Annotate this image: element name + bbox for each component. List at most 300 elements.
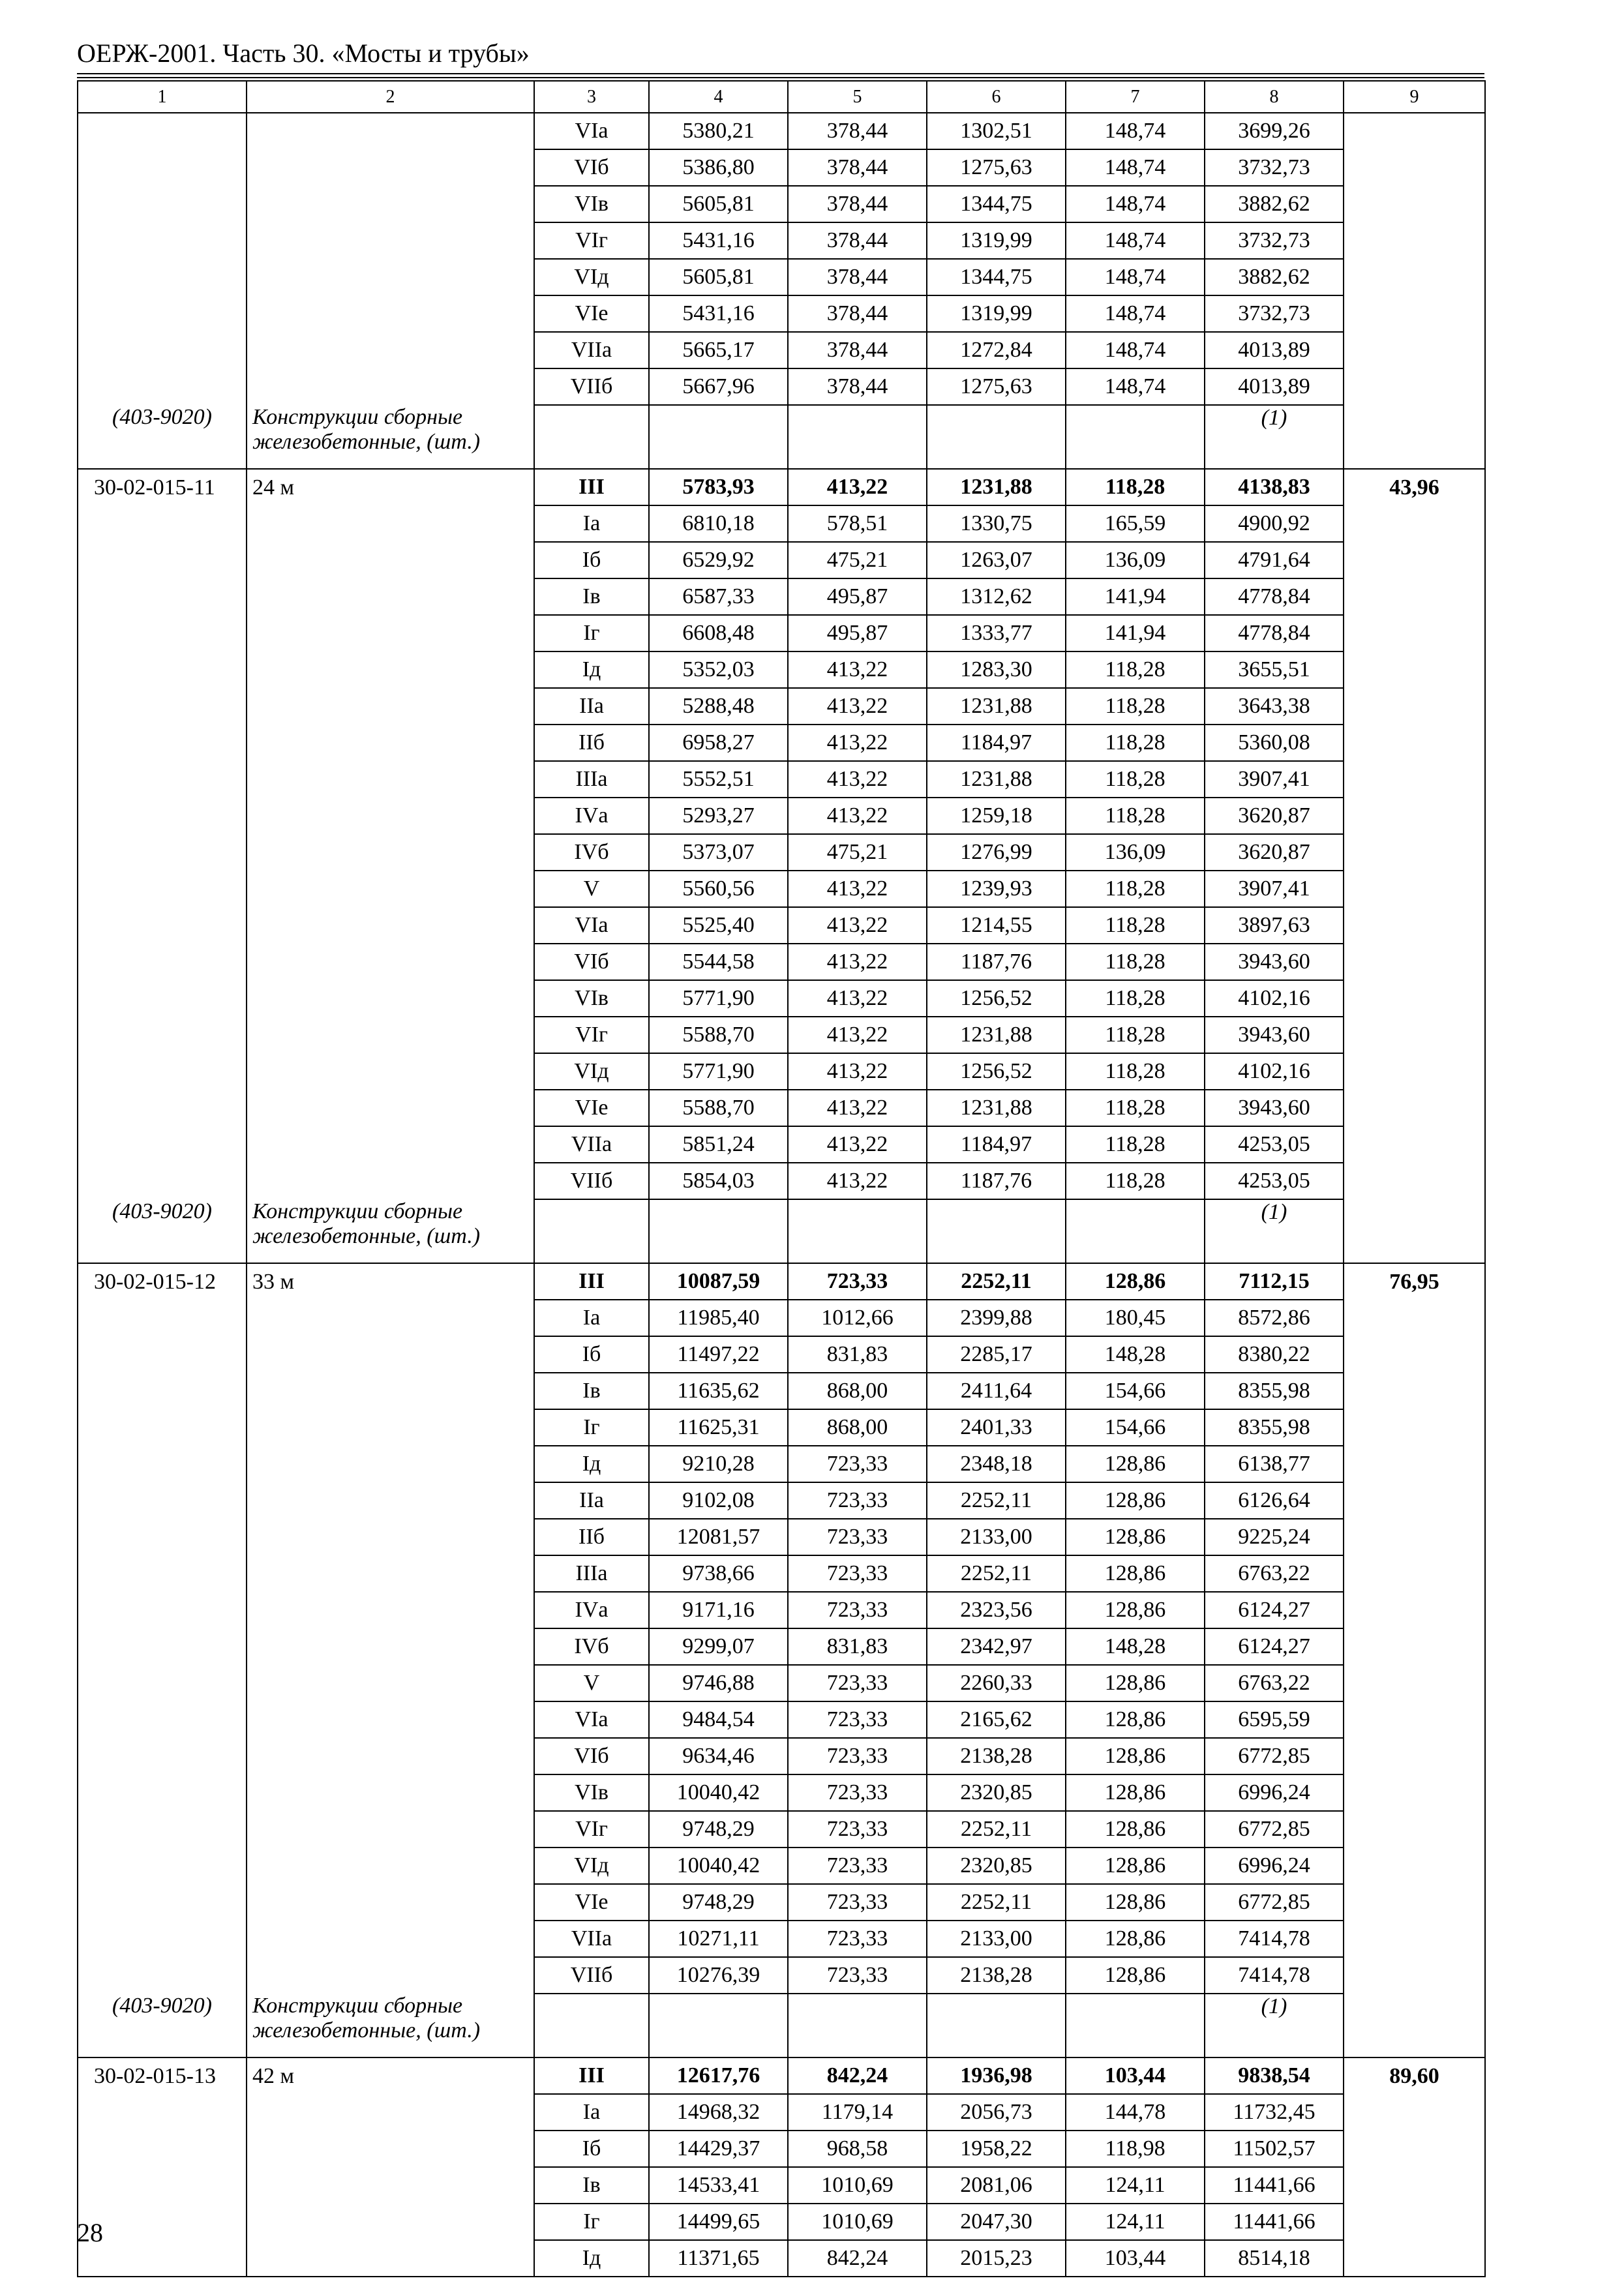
table-cell: 9171,16	[649, 1592, 788, 1628]
empty-cell	[1344, 2167, 1485, 2204]
table-row	[78, 186, 1485, 222]
table-cell: 148,74	[1066, 113, 1205, 149]
empty-cell	[1344, 1336, 1485, 1373]
table-cell: 413,22	[788, 1163, 927, 1199]
empty-cell	[1344, 1409, 1485, 1446]
table-cell: Iг	[534, 1409, 649, 1446]
table-cell: 3907,41	[1205, 871, 1344, 907]
table-cell: 413,22	[788, 871, 927, 907]
empty-cell	[78, 578, 247, 615]
empty-cell	[247, 295, 534, 332]
note-ref: (403-9020)	[78, 1994, 247, 2057]
table-cell: 165,59	[1066, 505, 1205, 542]
table-cell: 118,28	[1066, 798, 1205, 834]
empty-cell	[1344, 222, 1485, 259]
empty-cell	[1344, 1884, 1485, 1921]
table-cell: 148,74	[1066, 149, 1205, 186]
empty-cell	[1344, 944, 1485, 980]
rate-name: 24 м	[247, 469, 534, 505]
empty-cell	[1344, 1774, 1485, 1811]
table-cell: 1333,77	[927, 615, 1066, 651]
empty-cell	[1344, 1519, 1485, 1555]
table-cell: 6587,33	[649, 578, 788, 615]
table-cell: 1319,99	[927, 295, 1066, 332]
table-cell: 128,86	[1066, 1738, 1205, 1774]
table-cell: 2252,11	[927, 1884, 1066, 1921]
table-cell: 1259,18	[927, 798, 1066, 834]
empty-cell	[78, 725, 247, 761]
table-cell: 5588,70	[649, 1017, 788, 1053]
empty-cell	[247, 113, 534, 149]
empty-cell	[78, 1519, 247, 1555]
table-cell: 14429,37	[649, 2131, 788, 2167]
empty-cell	[1344, 1555, 1485, 1592]
empty-cell	[78, 505, 247, 542]
table-row	[78, 1336, 1485, 1373]
table-cell: 6124,27	[1205, 1592, 1344, 1628]
empty-cell	[247, 1446, 534, 1482]
table-cell: 4791,64	[1205, 542, 1344, 578]
table-cell: 4013,89	[1205, 368, 1344, 405]
table-cell: 11371,65	[649, 2240, 788, 2277]
table-cell: IIб	[534, 725, 649, 761]
table-cell: 378,44	[788, 149, 927, 186]
table-cell: 9210,28	[649, 1446, 788, 1482]
table-cell: VIа	[534, 113, 649, 149]
table-cell: 2015,23	[927, 2240, 1066, 2277]
table-cell: VIе	[534, 1090, 649, 1126]
empty-cell	[1344, 907, 1485, 944]
table-cell: 2348,18	[927, 1446, 1066, 1482]
table-cell: 5293,27	[649, 798, 788, 834]
table-cell: 12617,76	[649, 2057, 788, 2094]
table-row	[78, 1017, 1485, 1053]
table-cell: 118,28	[1066, 469, 1205, 505]
table-cell: VIб	[534, 944, 649, 980]
empty-cell	[247, 761, 534, 798]
empty-cell	[247, 1884, 534, 1921]
table-cell: 6958,27	[649, 725, 788, 761]
empty-cell	[1344, 1628, 1485, 1665]
table-cell: 1344,75	[927, 259, 1066, 295]
table-cell: 148,28	[1066, 1336, 1205, 1373]
table-cell: 2252,11	[927, 1811, 1066, 1848]
table-cell: 103,44	[1066, 2240, 1205, 2277]
table-cell: 118,28	[1066, 1053, 1205, 1090]
table-cell: 3907,41	[1205, 761, 1344, 798]
table-cell: 2411,64	[927, 1373, 1066, 1409]
table-row	[78, 505, 1485, 542]
table-cell: 723,33	[788, 1701, 927, 1738]
table-cell: 141,94	[1066, 578, 1205, 615]
table-cell: 9748,29	[649, 1884, 788, 1921]
empty-cell	[1344, 113, 1485, 149]
table-cell: 2323,56	[927, 1592, 1066, 1628]
table-cell: 10040,42	[649, 1774, 788, 1811]
empty-cell	[247, 1300, 534, 1336]
table-cell: VIв	[534, 1774, 649, 1811]
table-cell: 413,22	[788, 688, 927, 725]
table-cell: 2252,11	[927, 1482, 1066, 1519]
empty-cell	[78, 332, 247, 368]
table-cell: VIб	[534, 1738, 649, 1774]
note-text: Конструкции сборные железобетонные, (шт.)	[247, 1994, 534, 2057]
note-value: (1)	[1205, 1994, 1344, 2057]
table-cell: 1010,69	[788, 2204, 927, 2240]
empty-cell	[1066, 405, 1205, 469]
page-number: 28	[77, 2218, 103, 2247]
table-cell: 148,74	[1066, 259, 1205, 295]
empty-cell	[1344, 871, 1485, 907]
table-cell: 2047,30	[927, 2204, 1066, 2240]
table-cell: 1256,52	[927, 1053, 1066, 1090]
table-row	[78, 2094, 1485, 2131]
empty-cell	[78, 1628, 247, 1665]
table-row	[78, 1848, 1485, 1884]
table-cell: III	[534, 469, 649, 505]
empty-cell	[1344, 405, 1485, 469]
table-cell: Iг	[534, 615, 649, 651]
table-cell: 118,28	[1066, 944, 1205, 980]
table-cell: 1231,88	[927, 688, 1066, 725]
table-cell: 11732,45	[1205, 2094, 1344, 2131]
table-cell: IVб	[534, 1628, 649, 1665]
table-cell: 128,86	[1066, 1555, 1205, 1592]
table-cell: 5665,17	[649, 332, 788, 368]
empty-cell	[247, 2167, 534, 2204]
table-row	[78, 907, 1485, 944]
empty-cell	[78, 149, 247, 186]
table-cell: Iа	[534, 505, 649, 542]
empty-cell	[1344, 1957, 1485, 1994]
empty-cell	[247, 1811, 534, 1848]
table-row	[78, 1373, 1485, 1409]
table-cell: 10087,59	[649, 1263, 788, 1300]
table-row	[78, 1126, 1485, 1163]
rate-name: 42 м	[247, 2057, 534, 2094]
table-cell: 10271,11	[649, 1921, 788, 1957]
empty-cell	[247, 725, 534, 761]
table-row	[78, 871, 1485, 907]
table-cell: 141,94	[1066, 615, 1205, 651]
table-cell: 5854,03	[649, 1163, 788, 1199]
table-cell: 378,44	[788, 295, 927, 332]
empty-cell	[78, 1592, 247, 1628]
empty-cell	[1344, 1300, 1485, 1336]
empty-cell	[247, 2204, 534, 2240]
table-cell: 2138,28	[927, 1738, 1066, 1774]
table-cell: 2320,85	[927, 1848, 1066, 1884]
table-cell: III	[534, 2057, 649, 2094]
table-cell: 154,66	[1066, 1409, 1205, 1446]
table-row	[78, 259, 1485, 295]
empty-cell	[247, 1336, 534, 1373]
table-row	[78, 944, 1485, 980]
table-cell: 118,28	[1066, 651, 1205, 688]
table-cell: 5605,81	[649, 259, 788, 295]
table-row	[78, 2240, 1485, 2277]
table-cell: 5851,24	[649, 1126, 788, 1163]
table-cell: 6810,18	[649, 505, 788, 542]
empty-cell	[788, 1199, 927, 1263]
table-cell: 7414,78	[1205, 1957, 1344, 1994]
empty-cell	[78, 1738, 247, 1774]
empty-cell	[247, 1409, 534, 1446]
empty-cell	[1344, 761, 1485, 798]
table-cell: 1263,07	[927, 542, 1066, 578]
table-cell: 5360,08	[1205, 725, 1344, 761]
empty-cell	[1344, 1701, 1485, 1738]
table-cell: 144,78	[1066, 2094, 1205, 2131]
table-cell: 148,74	[1066, 332, 1205, 368]
empty-cell	[1344, 1811, 1485, 1848]
column-number: 2	[247, 81, 534, 113]
empty-cell	[247, 578, 534, 615]
table-cell: 5431,16	[649, 222, 788, 259]
table-cell: 723,33	[788, 1774, 927, 1811]
table-row	[78, 1163, 1485, 1199]
empty-cell	[1344, 295, 1485, 332]
table-cell: 1187,76	[927, 944, 1066, 980]
table-cell: 6138,77	[1205, 1446, 1344, 1482]
empty-cell	[247, 505, 534, 542]
table-cell: 6595,59	[1205, 1701, 1344, 1738]
table-cell: 180,45	[1066, 1300, 1205, 1336]
empty-cell	[1344, 1665, 1485, 1701]
table-row	[78, 1519, 1485, 1555]
table-cell: 1214,55	[927, 907, 1066, 944]
table-cell: 723,33	[788, 1738, 927, 1774]
table-cell: Iб	[534, 2131, 649, 2167]
empty-cell	[247, 871, 534, 907]
empty-cell	[78, 651, 247, 688]
table-cell: 9838,54	[1205, 2057, 1344, 2094]
table-cell: 11502,57	[1205, 2131, 1344, 2167]
table-row	[78, 149, 1485, 186]
empty-cell	[1344, 578, 1485, 615]
table-cell: 14533,41	[649, 2167, 788, 2204]
table-cell: 5288,48	[649, 688, 788, 725]
table-cell: 1302,51	[927, 113, 1066, 149]
empty-cell	[247, 332, 534, 368]
table-row	[78, 1957, 1485, 1994]
empty-cell	[649, 1199, 788, 1263]
empty-cell	[78, 1848, 247, 1884]
table-cell: 6608,48	[649, 615, 788, 651]
empty-cell	[247, 688, 534, 725]
table-cell: 5605,81	[649, 186, 788, 222]
empty-cell	[78, 1555, 247, 1592]
empty-cell	[1344, 980, 1485, 1017]
column-number: 6	[927, 81, 1066, 113]
table-cell: 3732,73	[1205, 222, 1344, 259]
table-cell: 8355,98	[1205, 1373, 1344, 1409]
table-cell: IVа	[534, 1592, 649, 1628]
table-cell: VIIб	[534, 1957, 649, 1994]
table-cell: 413,22	[788, 469, 927, 505]
table-cell: 475,21	[788, 834, 927, 871]
table-cell: 124,11	[1066, 2167, 1205, 2204]
empty-cell	[247, 1774, 534, 1811]
rate-value-col9: 43,96	[1344, 469, 1485, 505]
empty-cell	[1066, 1199, 1205, 1263]
table-cell: VIIа	[534, 1126, 649, 1163]
table-cell: 4253,05	[1205, 1163, 1344, 1199]
empty-cell	[78, 1701, 247, 1738]
table-cell: 4253,05	[1205, 1126, 1344, 1163]
empty-cell	[247, 834, 534, 871]
table-cell: 1187,76	[927, 1163, 1066, 1199]
table-cell: 3643,38	[1205, 688, 1344, 725]
table-cell: VIг	[534, 222, 649, 259]
table-cell: Iв	[534, 578, 649, 615]
table-cell: 118,28	[1066, 688, 1205, 725]
empty-cell	[534, 405, 649, 469]
empty-cell	[78, 1884, 247, 1921]
table-cell: 128,86	[1066, 1774, 1205, 1811]
empty-cell	[1344, 798, 1485, 834]
empty-cell	[1344, 1053, 1485, 1090]
table-cell: 2133,00	[927, 1519, 1066, 1555]
table-cell: 2320,85	[927, 1774, 1066, 1811]
table-cell: Iа	[534, 1300, 649, 1336]
table-row	[78, 1482, 1485, 1519]
table-row	[78, 1592, 1485, 1628]
table-row	[78, 1300, 1485, 1336]
empty-cell	[247, 907, 534, 944]
table-cell: 2399,88	[927, 1300, 1066, 1336]
table-cell: 9102,08	[649, 1482, 788, 1519]
empty-cell	[1344, 1163, 1485, 1199]
table-cell: 8380,22	[1205, 1336, 1344, 1373]
table-row	[78, 1446, 1485, 1482]
empty-cell	[78, 1446, 247, 1482]
table-cell: 831,83	[788, 1628, 927, 1665]
table-row	[78, 2131, 1485, 2167]
empty-cell	[78, 1373, 247, 1409]
table-cell: VIе	[534, 295, 649, 332]
empty-cell	[247, 259, 534, 295]
empty-cell	[247, 149, 534, 186]
table-cell: Iв	[534, 1373, 649, 1409]
table-row	[78, 1921, 1485, 1957]
table-cell: 1283,30	[927, 651, 1066, 688]
table-cell: 2133,00	[927, 1921, 1066, 1957]
table-row	[78, 368, 1485, 405]
empty-cell	[1344, 149, 1485, 186]
table-cell: 6529,92	[649, 542, 788, 578]
table-cell: 5771,90	[649, 980, 788, 1017]
empty-cell	[78, 907, 247, 944]
header-rule	[77, 73, 1484, 74]
table-cell: 3943,60	[1205, 1090, 1344, 1126]
empty-cell	[247, 1482, 534, 1519]
table-cell: 868,00	[788, 1409, 927, 1446]
empty-cell	[78, 1336, 247, 1373]
table-cell: 1012,66	[788, 1300, 927, 1336]
empty-cell	[78, 1090, 247, 1126]
table-row	[78, 113, 1485, 149]
table-cell: VIIб	[534, 1163, 649, 1199]
table-cell: 495,87	[788, 615, 927, 651]
column-number: 7	[1066, 81, 1205, 113]
table-cell: 5386,80	[649, 149, 788, 186]
table-cell: 723,33	[788, 1884, 927, 1921]
table-cell: 3699,26	[1205, 113, 1344, 149]
empty-cell	[247, 1921, 534, 1957]
empty-cell	[247, 1957, 534, 1994]
table-cell: 2285,17	[927, 1336, 1066, 1373]
empty-cell	[247, 1738, 534, 1774]
table-cell: VIг	[534, 1811, 649, 1848]
table-cell: 413,22	[788, 798, 927, 834]
empty-cell	[78, 1126, 247, 1163]
table-row	[78, 1628, 1485, 1665]
table-cell: 1184,97	[927, 725, 1066, 761]
table-cell: 723,33	[788, 1665, 927, 1701]
table-cell: 7112,15	[1205, 1263, 1344, 1300]
table-cell: Iб	[534, 542, 649, 578]
table-cell: 723,33	[788, 1957, 927, 1994]
table-cell: 378,44	[788, 113, 927, 149]
table-cell: 413,22	[788, 1017, 927, 1053]
table-row	[78, 798, 1485, 834]
column-number: 8	[1205, 81, 1344, 113]
table-cell: IIIа	[534, 761, 649, 798]
empty-cell	[1344, 1994, 1485, 2057]
table-cell: 413,22	[788, 1126, 927, 1163]
empty-cell	[247, 1163, 534, 1199]
table-cell: 723,33	[788, 1811, 927, 1848]
empty-cell	[534, 1199, 649, 1263]
empty-cell	[649, 1994, 788, 2057]
table-cell: 5771,90	[649, 1053, 788, 1090]
table-row	[78, 615, 1485, 651]
empty-cell	[247, 1628, 534, 1665]
column-number: 4	[649, 81, 788, 113]
table-cell: 9746,88	[649, 1665, 788, 1701]
table-cell: 3655,51	[1205, 651, 1344, 688]
table-cell: 128,86	[1066, 1592, 1205, 1628]
table-cell: 1231,88	[927, 1017, 1066, 1053]
table-cell: 9484,54	[649, 1701, 788, 1738]
empty-cell	[78, 761, 247, 798]
table-cell: 4102,16	[1205, 980, 1344, 1017]
rate-main-row	[78, 2057, 1485, 2094]
column-number: 1	[78, 81, 247, 113]
table-cell: 413,22	[788, 651, 927, 688]
empty-cell	[247, 980, 534, 1017]
empty-cell	[927, 1199, 1066, 1263]
table-cell: 2342,97	[927, 1628, 1066, 1665]
empty-cell	[1344, 2131, 1485, 2167]
table-cell: VIв	[534, 186, 649, 222]
table-row	[78, 1884, 1485, 1921]
table-cell: IIб	[534, 1519, 649, 1555]
empty-cell	[1066, 1994, 1205, 2057]
table-cell: Iв	[534, 2167, 649, 2204]
table-cell: 723,33	[788, 1555, 927, 1592]
table-cell: 1179,14	[788, 2094, 927, 2131]
table-cell: 9225,24	[1205, 1519, 1344, 1555]
table-cell: 5544,58	[649, 944, 788, 980]
note-value: (1)	[1205, 405, 1344, 469]
table-cell: 8355,98	[1205, 1409, 1344, 1446]
empty-cell	[1344, 2094, 1485, 2131]
empty-cell	[78, 295, 247, 332]
table-row	[78, 295, 1485, 332]
table-cell: 11985,40	[649, 1300, 788, 1336]
